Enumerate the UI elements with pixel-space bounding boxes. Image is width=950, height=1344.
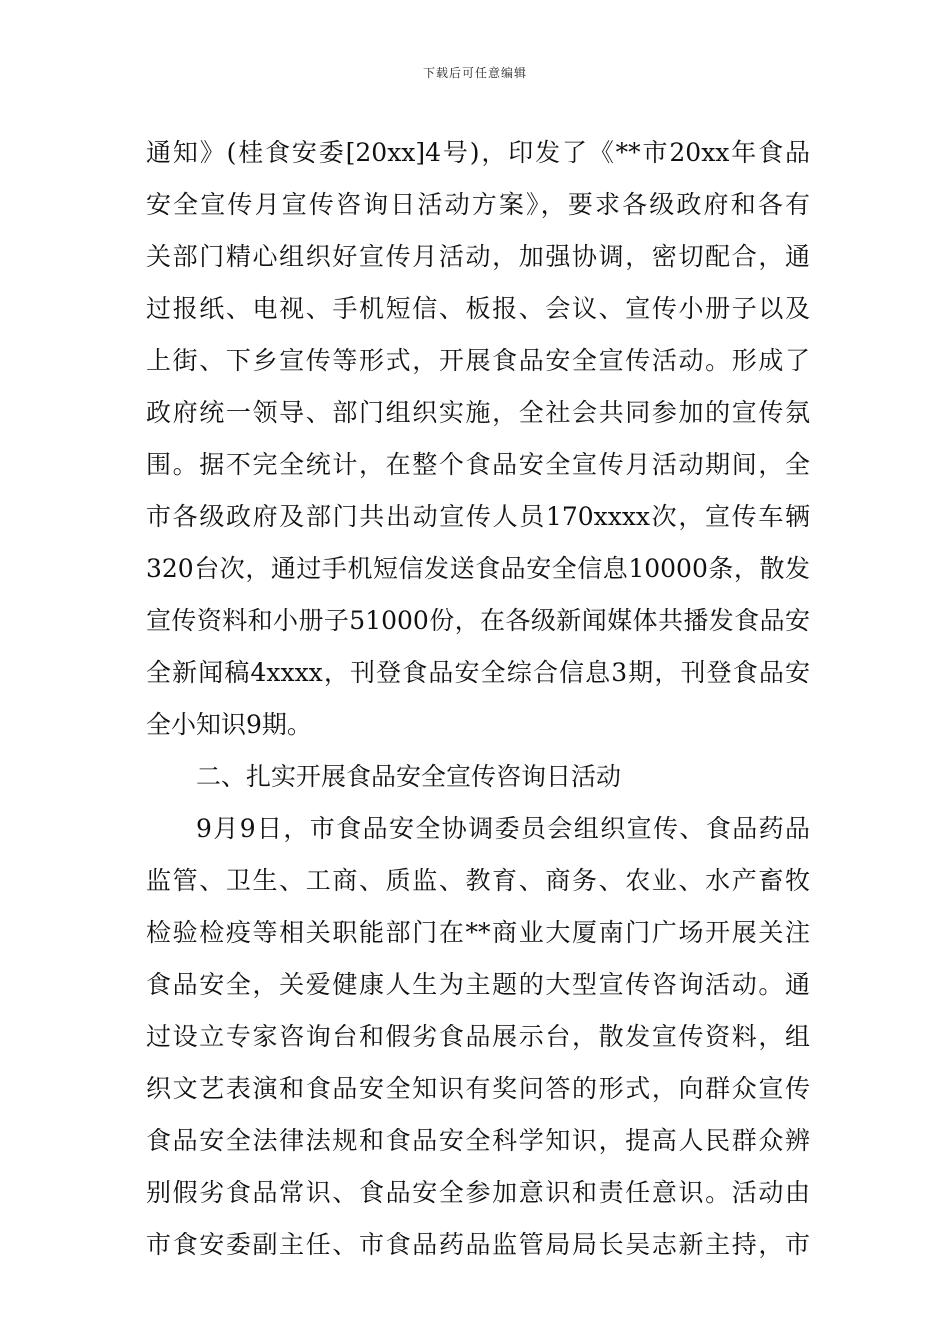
text-line: 安全宣传月宣传咨询日活动方案》，要求各级政府和各有 [146, 190, 810, 219]
text-line: 政府统一领导、部门组织实施，全社会共同参加的宣传氛 [146, 398, 810, 427]
text-line: 关部门精心组织好宣传月活动，加强协调，密切配合，通 [146, 242, 810, 271]
text-line: 食品安全，关爱健康人生为主题的大型宣传咨询活动。通 [146, 970, 810, 999]
section-heading: 二、扎实开展食品安全宣传咨询日活动 [196, 762, 622, 791]
text-line: 围。据不完全统计，在整个食品安全宣传月活动期间，全 [146, 450, 810, 479]
header-note: 下载后可任意编辑 [422, 66, 527, 80]
text-line: 通知》(桂食安委[20xx]4号)，印发了《**市20xx年食品 [146, 138, 810, 167]
text-line: 别假劣食品常识、食品安全参加意识和责任意识。活动由 [146, 1178, 810, 1207]
text-line: 全小知识9期。 [146, 710, 312, 739]
text-line: 市各级政府及部门共出动宣传人员170xxxx次，宣传车辆 [146, 502, 810, 531]
text-line: 监管、卫生、工商、质监、教育、商务、农业、水产畜牧 [146, 866, 810, 895]
text-line: 全新闻稿4xxxx，刊登食品安全综合信息3期，刊登食品安 [146, 658, 810, 687]
text-line: 过报纸、电视、手机短信、板报、会议、宣传小册子以及 [146, 294, 810, 323]
text-line: 320台次，通过手机短信发送食品安全信息10000条，散发 [146, 554, 810, 583]
body-text [146, 127, 810, 1271]
text-line: 食品安全法律法规和食品安全科学知识，提高人民群众辨 [146, 1126, 810, 1155]
text-line: 织文艺表演和食品安全知识有奖问答的形式，向群众宣传 [146, 1074, 810, 1103]
text-line: 宣传资料和小册子51000份，在各级新闻媒体共播发食品安 [146, 606, 810, 635]
text-line: 检验检疫等相关职能部门在**商业大厦南门广场开展关注 [146, 918, 810, 947]
text-line: 上街、下乡宣传等形式，开展食品安全宣传活动。形成了 [146, 346, 810, 375]
text-line: 市食安委副主任、市食品药品监管局局长吴志新主持，市 [146, 1230, 810, 1259]
text-line: 过设立专家咨询台和假劣食品展示台，散发宣传资料，组 [146, 1022, 810, 1051]
text-line: 9月9日，市食品安全协调委员会组织宣传、食品药品 [196, 814, 810, 843]
